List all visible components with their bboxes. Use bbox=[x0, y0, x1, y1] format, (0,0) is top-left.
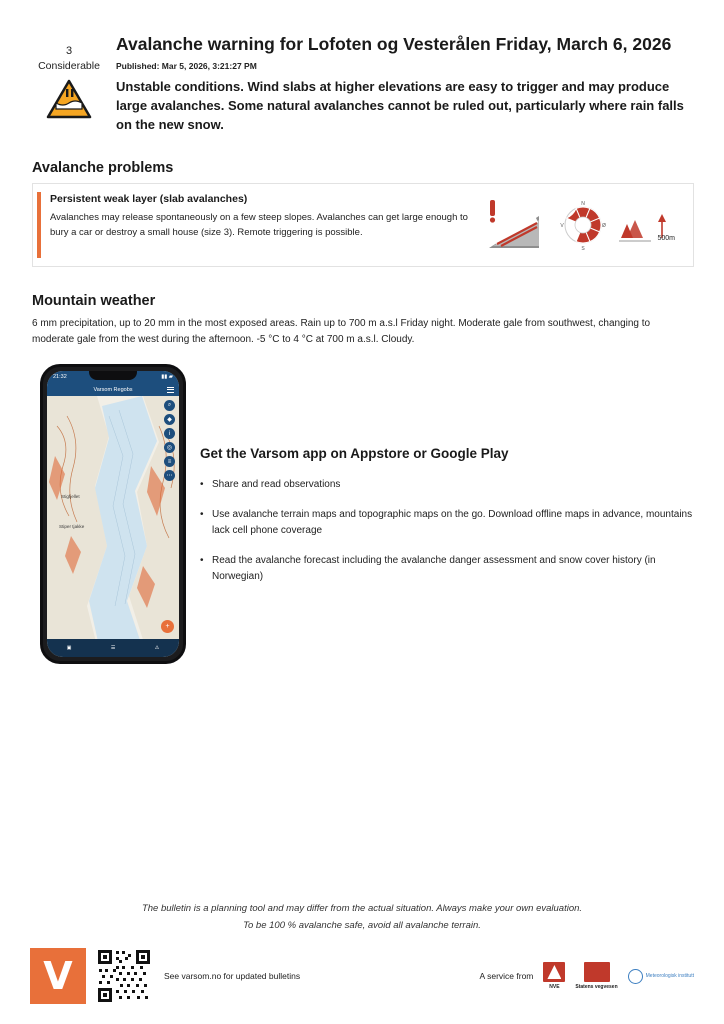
phone-tab-bar[interactable] bbox=[47, 639, 179, 657]
problem-description: Avalanches may release spontaneously on a few steep slopes. Avalanches can get large enough to bury a car or destroy a small house (size 3). Remote triggering is possible. bbox=[50, 212, 468, 238]
bulletin-header bbox=[0, 0, 724, 134]
phone-screen bbox=[47, 371, 179, 657]
elevation-icon bbox=[617, 200, 675, 250]
tab-warnings[interactable]: ⚠ bbox=[154, 645, 160, 651]
danger-level-number: 3 bbox=[65, 45, 73, 57]
svg-text:V: V bbox=[560, 223, 564, 229]
location-icon[interactable]: ◎ bbox=[164, 442, 175, 453]
published-timestamp: Published: Mar 5, 2026, 3:21:27 PM bbox=[116, 61, 257, 71]
app-bullet: • Use avalanche terrain maps and topographic maps on the go. Download offline maps in advance, mountains lack cell phone coverage bbox=[200, 507, 694, 539]
status-icons: ▮▮ ▰ bbox=[161, 374, 173, 380]
mountain-weather-text: 6 mm precipitation, up to 20 mm in the most exposed areas. Rain up to 700 m a.s.l Friday night. Moderate gale from southwest, changing to moderate gale from the west during the afternoon. -5 °C to 4 °C at 700 m a.s.l. Cloudy. bbox=[32, 318, 651, 345]
met-mark-icon bbox=[628, 969, 643, 984]
avalanche-warning-triangle-icon bbox=[46, 79, 92, 119]
map-canvas[interactable] bbox=[47, 396, 179, 639]
aspect-rose-icon bbox=[555, 197, 611, 253]
app-bullet: • Share and read observations bbox=[200, 477, 694, 493]
statens-vegvesen-logo bbox=[575, 962, 617, 990]
app-bullet: • Read the avalanche forecast including the avalanche danger assessment and snow cover history (in Norwegian) bbox=[200, 553, 694, 585]
summary-text: Unstable conditions. Wind slabs at higher elevations are easy to trigger and may produce large avalanches. Some natural avalanches cannot be ruled out, particularly where rain falls on the new snow. bbox=[116, 79, 684, 132]
disclaimer bbox=[0, 900, 724, 934]
phone-notch bbox=[89, 371, 137, 380]
layers-icon[interactable]: ◆ bbox=[164, 414, 175, 425]
svg-text:Ø: Ø bbox=[602, 223, 606, 229]
nve-logo bbox=[543, 962, 565, 990]
danger-level-label: Considerable bbox=[38, 60, 100, 72]
varsom-logo: V bbox=[30, 948, 86, 1004]
elevation-label: 500m bbox=[657, 235, 675, 242]
add-observation-button[interactable]: + bbox=[161, 620, 174, 633]
menu-icon[interactable] bbox=[167, 387, 174, 393]
map-label: Stiper tjakke bbox=[59, 524, 85, 529]
service-from-block bbox=[480, 962, 694, 990]
app-title-bar bbox=[47, 383, 179, 396]
menu-icon[interactable]: ⋯ bbox=[164, 470, 175, 481]
info-icon[interactable]: i bbox=[164, 428, 175, 439]
status-time: 21:32 bbox=[53, 374, 67, 380]
svg-text:S: S bbox=[581, 246, 585, 252]
disclaimer-line-1: The bulletin is a planning tool and may differ from the actual situation. Always make your own evaluation. bbox=[141, 903, 583, 914]
map-graphic bbox=[47, 396, 179, 639]
svv-logo-label: Statens vegvesen bbox=[575, 984, 618, 990]
problem-text-block bbox=[41, 184, 487, 266]
app-bar-title: Varsom Regobs bbox=[93, 386, 133, 393]
service-from-label: A service from bbox=[479, 971, 534, 981]
filter-icon[interactable]: ≡ bbox=[164, 456, 175, 467]
slab-slope-icon bbox=[487, 198, 549, 252]
problem-title: Persistent weak layer (slab avalanches) bbox=[50, 193, 248, 205]
avalanche-problem-card bbox=[32, 183, 694, 267]
app-promo-text bbox=[186, 364, 694, 599]
met-logo-label: Meteorologisk institutt bbox=[645, 973, 694, 979]
footer-note: See varsom.no for updated bulletins bbox=[164, 971, 301, 981]
phone-mockup bbox=[40, 364, 186, 664]
avalanche-problems-heading: Avalanche problems bbox=[32, 160, 174, 176]
tab-map[interactable]: ▣ bbox=[66, 645, 72, 651]
problem-graphics bbox=[487, 184, 693, 266]
search-icon[interactable]: ⌕ bbox=[164, 400, 175, 411]
bulletin-footer bbox=[0, 900, 724, 1004]
mountain-weather-heading: Mountain weather bbox=[32, 293, 156, 309]
qr-code-icon bbox=[96, 948, 152, 1004]
map-label: Stigfjellet bbox=[61, 494, 80, 499]
footer-row bbox=[0, 948, 724, 1004]
met-logo bbox=[628, 969, 694, 984]
app-promo-title: Get the Varsom app on Appstore or Google Play bbox=[200, 446, 509, 461]
disclaimer-line-2: To be 100 % avalanche safe, avoid all avalanche terrain. bbox=[243, 920, 481, 931]
map-tool-stack[interactable] bbox=[164, 400, 175, 481]
header-text bbox=[108, 28, 694, 134]
danger-level-block bbox=[30, 28, 108, 119]
nve-logo-label: NVE bbox=[549, 984, 560, 990]
page-title: Avalanche warning for Lofoten og Vesterålen Friday, March 6, 2026 bbox=[116, 34, 672, 54]
app-promo bbox=[40, 364, 694, 664]
tab-list[interactable]: ☰ bbox=[110, 645, 116, 651]
svv-mark-icon bbox=[584, 962, 610, 982]
svg-text:N: N bbox=[581, 201, 585, 207]
nve-mark-icon bbox=[543, 962, 565, 982]
